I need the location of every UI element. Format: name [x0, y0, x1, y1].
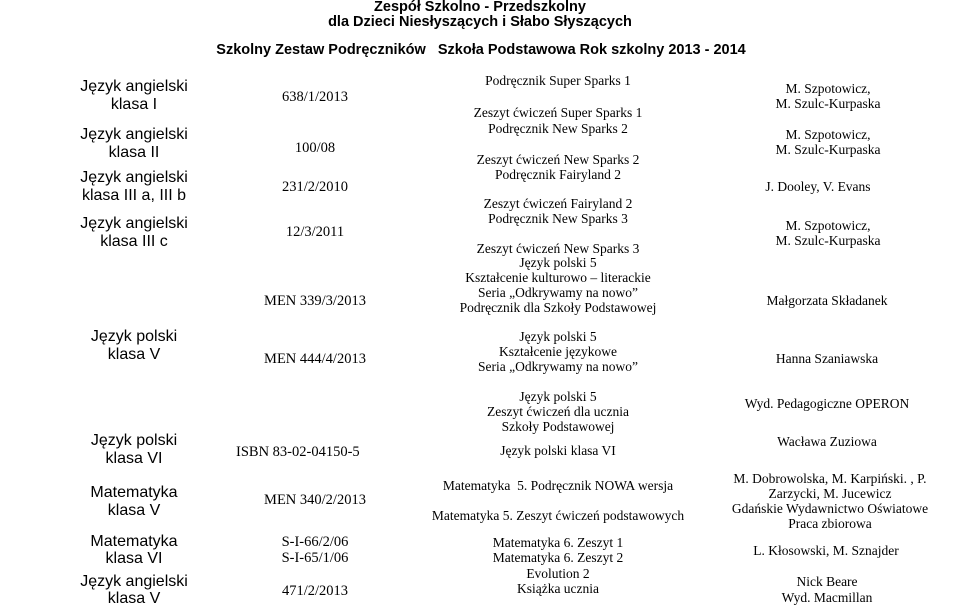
- author: Nick Beare: [796, 574, 858, 589]
- book-title: Kształcenie językowe: [498, 344, 618, 359]
- subject-class: klasa V: [107, 346, 161, 363]
- author: Praca zbiorowa: [788, 516, 872, 531]
- author: Małgorzata Składanek: [766, 293, 888, 308]
- author: M. Szpotowicz,: [785, 218, 871, 233]
- book-title: Matematyka 6. Zeszyt 2: [492, 550, 624, 565]
- subject-class: klasa V: [107, 590, 161, 607]
- book-title: Zeszyt ćwiczeń New Sparks 3: [476, 241, 640, 256]
- subject-name: Język angielski: [80, 126, 188, 143]
- publisher: Wyd. Macmillan: [781, 590, 873, 605]
- subject-name: Język polski: [90, 328, 178, 345]
- book-title: Zeszyt ćwiczeń New Sparks 2: [476, 152, 640, 167]
- subject-name: Język angielski: [80, 169, 188, 186]
- school-name-line1: Zespół Szkolno - Przedszkolny: [374, 0, 586, 15]
- book-title: Seria „Odkrywamy na nowo”: [477, 285, 639, 300]
- approval-number: 231/2/2010: [281, 179, 349, 195]
- book-title: Matematyka 5. Podręcznik NOWA wersja: [442, 478, 674, 493]
- approval-number: S-I-65/1/06: [281, 550, 349, 566]
- book-title: Podręcznik Super Sparks 1: [485, 73, 631, 88]
- book-title: Matematyka 6. Zeszyt 1: [492, 535, 624, 550]
- publisher: Gdańskie Wydawnictwo Oświatowe: [731, 501, 929, 516]
- subject-class: klasa III a, III b: [81, 187, 187, 204]
- author: M. Dobrowolska, M. Karpiński. , P.: [733, 471, 927, 486]
- subject-name: Język angielski: [80, 78, 188, 95]
- subject-class: klasa III c: [100, 233, 168, 250]
- approval-number: 471/2/2013: [281, 583, 349, 599]
- author: Hanna Szaniawska: [775, 351, 879, 366]
- book-title: Język polski 5: [519, 329, 597, 344]
- approval-number: 638/1/2013: [281, 89, 349, 105]
- school-name-line2: dla Dzieci Niesłyszących i Słabo Słyszących: [328, 14, 632, 30]
- author: M. Szulc-Kurpaska: [775, 96, 881, 111]
- book-title: Kształcenie kulturowo – literackie: [465, 270, 651, 285]
- book-title: Język polski 5: [519, 389, 597, 404]
- approval-number: ISBN 83-02-04150-5: [236, 444, 360, 460]
- book-title: Język polski 5: [519, 255, 597, 270]
- author: M. Szpotowicz,: [785, 81, 871, 96]
- book-title: Zeszyt ćwiczeń Fairyland 2: [483, 196, 633, 211]
- book-title: Evolution 2: [526, 566, 590, 581]
- subject-class: klasa VI: [105, 450, 163, 467]
- book-title: Zeszyt ćwiczeń Super Sparks 1: [473, 105, 643, 120]
- book-title: Podręcznik New Sparks 2: [488, 121, 628, 136]
- author: M. Szulc-Kurpaska: [775, 233, 881, 248]
- approval-number: MEN 339/3/2013: [264, 293, 366, 309]
- author: M. Szulc-Kurpaska: [775, 142, 881, 157]
- author: L. Kłosowski, M. Sznajder: [753, 543, 899, 558]
- book-title: Podręcznik Fairyland 2: [495, 167, 621, 182]
- author: J. Dooley, V. Evans: [765, 179, 871, 194]
- book-title: Matematyka 5. Zeszyt ćwiczeń podstawowych: [431, 508, 685, 523]
- subject-class: klasa I: [110, 96, 158, 113]
- subject-name: Język polski: [90, 432, 178, 449]
- subject-class: klasa VI: [105, 550, 163, 567]
- book-title: Szkoły Podstawowej: [501, 419, 615, 434]
- approval-number: MEN 444/4/2013: [264, 351, 366, 367]
- book-title: Podręcznik New Sparks 3: [488, 211, 628, 226]
- book-title: Podręcznik dla Szkoły Podstawowej: [459, 300, 657, 315]
- subject-name: Matematyka: [90, 533, 178, 550]
- book-title: Seria „Odkrywamy na nowo”: [477, 359, 639, 374]
- approval-number: 12/3/2011: [285, 224, 345, 240]
- author: M. Szpotowicz,: [785, 127, 871, 142]
- subject-class: klasa II: [108, 144, 160, 161]
- subject-name: Język angielski: [80, 573, 188, 590]
- book-title: Zeszyt ćwiczeń dla ucznia: [486, 404, 630, 419]
- publisher: Wyd. Pedagogiczne OPERON: [744, 396, 910, 411]
- approval-number: MEN 340/2/2013: [264, 492, 366, 508]
- book-title: Język polski klasa VI: [500, 443, 616, 458]
- author: Wacława Zuziowa: [777, 434, 877, 449]
- author: Zarzycki, M. Jucewicz: [768, 486, 892, 501]
- document-title: Szkolny Zestaw Podręczników Szkoła Podstawowa Rok szkolny 2013 - 2014: [216, 42, 746, 58]
- book-title: Książka ucznia: [516, 581, 600, 596]
- subject-class: klasa V: [107, 502, 161, 519]
- approval-number: S-I-66/2/06: [281, 534, 349, 550]
- approval-number: 100/08: [294, 140, 336, 156]
- subject-name: Matematyka: [90, 484, 178, 501]
- subject-name: Język angielski: [80, 215, 188, 232]
